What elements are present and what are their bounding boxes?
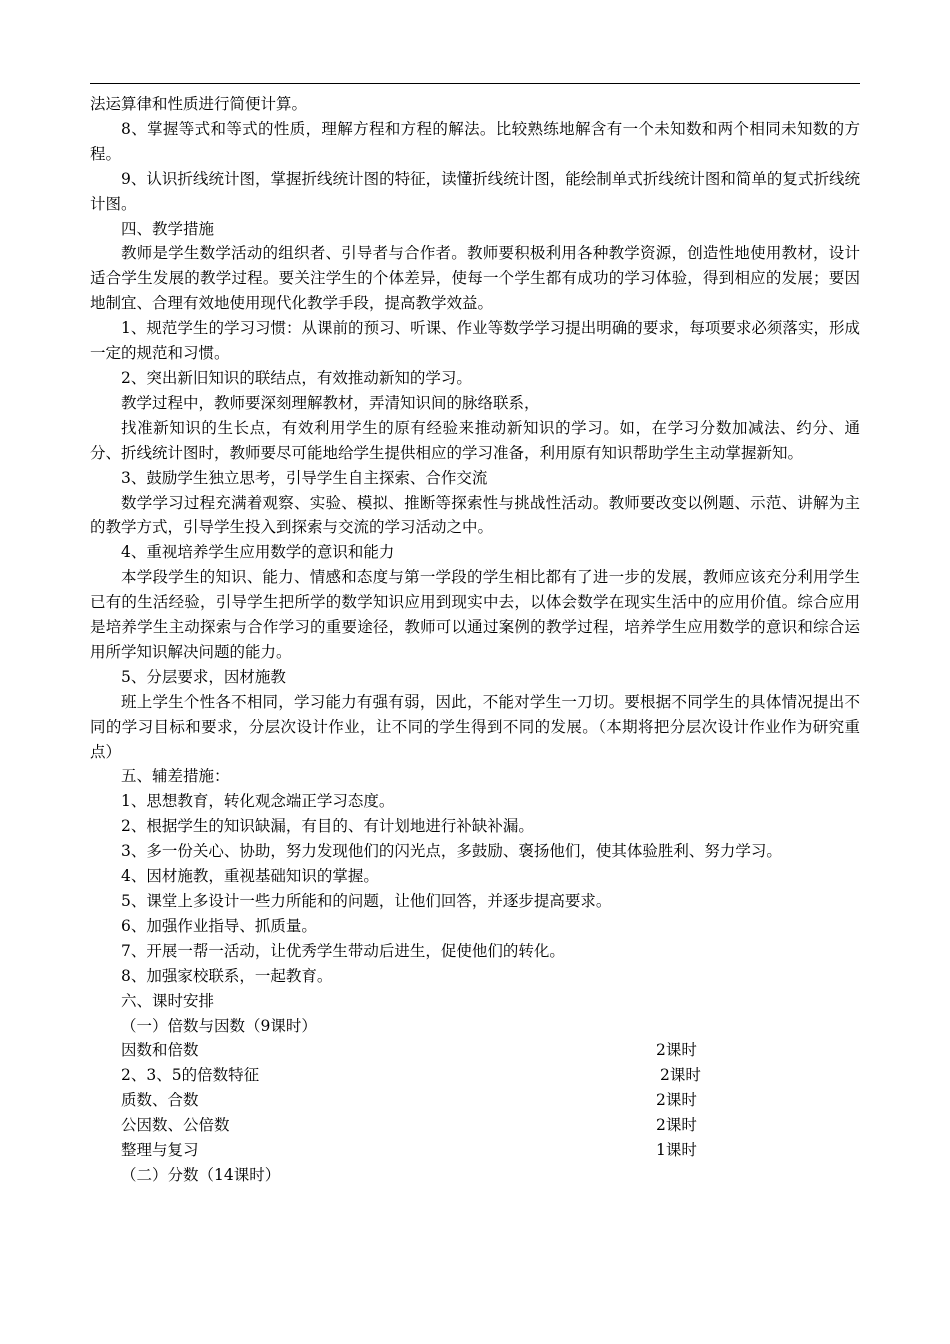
list-item: 5、课堂上多设计一些力所能和的问题，让他们回答，并逐步提高要求。 (121, 892, 612, 910)
paragraph: 教学过程中，教师要深刻理解教材，弄清知识间的脉络联系， (121, 393, 540, 412)
schedule-row (90, 1138, 860, 1163)
paragraph: 本学段学生的知识、能力、情感和态度与第一学段的学生相比都有了进一步的发展，教师应该充分利用学生已有的生活经验，引导学生把所学的数学知识应用到现实中去，以体会数学在现实生活中的应用价值。综合应用是培养学生主动探索与合作学习的重要途径，教师可以通过案例的教学过程，培养学生应用数学的意识和综合运用所学知识解决问题的能力。 (90, 568, 860, 661)
unit-heading: （一）倍数与因数（9课时） (121, 1016, 317, 1035)
schedule-row (90, 1113, 860, 1138)
paragraph: 法运算律和性质进行简便计算。 (90, 95, 308, 113)
paragraph: 8、掌握等式和等式的性质，理解方程和方程的解法。比较熟练地解含有一个未知数和两个相同未知数的方程。 (90, 119, 860, 163)
paragraph: 班上学生个性各不相同，学习能力有强有弱，因此，不能对学生一刀切。要根据不同学生的具体情况提出不同的学习目标和要求，分层次设计作业，让不同的学生得到不同的发展。（本期将把分层次设计作业作为研究重点） (90, 692, 860, 761)
list-item: 4、因材施教，重视基础知识的掌握。 (121, 867, 379, 886)
schedule-topic: 因数和倍数 (121, 1041, 199, 1060)
section-heading: 六、课时安排 (121, 991, 215, 1010)
unit-heading: （二）分数（14课时） (121, 1165, 281, 1184)
schedule-topic: 2、3、5的倍数特征 (121, 1066, 260, 1085)
schedule-topic: 整理与复习 (121, 1141, 199, 1159)
paragraph: 1、规范学生的学习习惯：从课前的预习、听课、作业等数学学习提出明确的要求，每项要求必须落实，形成一定的规范和习惯。 (90, 319, 860, 363)
paragraph: 2、突出新旧知识的联结点，有效推动新知的学习。 (121, 368, 472, 387)
paragraph: 5、分层要求，因材施教 (121, 667, 286, 686)
schedule-topic: 质数、合数 (121, 1091, 199, 1110)
schedule-row (90, 1088, 860, 1113)
list-item: 3、多一份关心、协助，努力发现他们的闪光点，多鼓励、褒扬他们，使其体验胜利、努力学习。 (121, 842, 782, 861)
list-item: 6、加强作业指导、抓质量。 (121, 916, 317, 935)
paragraph: 4、重视培养学生应用数学的意识和能力 (121, 543, 395, 562)
section-heading: 五、辅差措施： (121, 767, 230, 786)
paragraph: 3、鼓励学生独立思考，引导学生自主探索、合作交流 (121, 468, 488, 487)
paragraph: 9、认识折线统计图，掌握折线统计图的特征，读懂折线统计图，能绘制单式折线统计图和简单的复式折线统计图。 (90, 169, 860, 213)
schedule-hours: 1课时 (656, 1141, 697, 1159)
document-body (90, 92, 860, 1188)
schedule-hours: 2课时 (656, 1116, 697, 1135)
paragraph: 数学学习过程充满着观察、实验、模拟、推断等探索性与挑战性活动。教师要改变以例题、示范、讲解为主的教学方式，引导学生投入到探索与交流的学习活动之中。 (90, 493, 860, 537)
list-item: 7、开展一帮一活动，让优秀学生带动后进生，促使他们的转化。 (121, 941, 565, 960)
paragraph: 找准新知识的生长点，有效利用学生的原有经验来推动新知识的学习。如，在学习分数加减法、约分、通分、折线统计图时，教师要尽可能地给学生提供相应的学习准备，利用原有知识帮助学生主动掌握新知。 (90, 418, 860, 462)
list-item: 1、思想教育，转化观念端正学习态度。 (121, 792, 395, 811)
schedule-row (90, 1063, 860, 1088)
section-heading: 四、教学措施 (121, 219, 215, 238)
schedule-hours: 2课时 (656, 1041, 697, 1060)
schedule-topic: 公因数、公倍数 (121, 1116, 230, 1135)
header-rule (90, 83, 860, 84)
paragraph: 教师是学生数学活动的组织者、引导者与合作者。教师要积极利用各种教学资源，创造性地使用教材，设计适合学生发展的教学过程。要关注学生的个体差异，使每一个学生都有成功的学习体验，得到相应的发展；要因地制宜、合理有效地使用现代化教学手段，提高教学效益。 (90, 244, 860, 313)
schedule-hours: 2课时 (660, 1066, 701, 1085)
schedule-hours: 2课时 (656, 1091, 697, 1110)
schedule-row (90, 1038, 860, 1063)
list-item: 2、根据学生的知识缺漏，有目的、有计划地进行补缺补漏。 (121, 817, 534, 836)
list-item: 8、加强家校联系，一起教育。 (121, 966, 333, 985)
